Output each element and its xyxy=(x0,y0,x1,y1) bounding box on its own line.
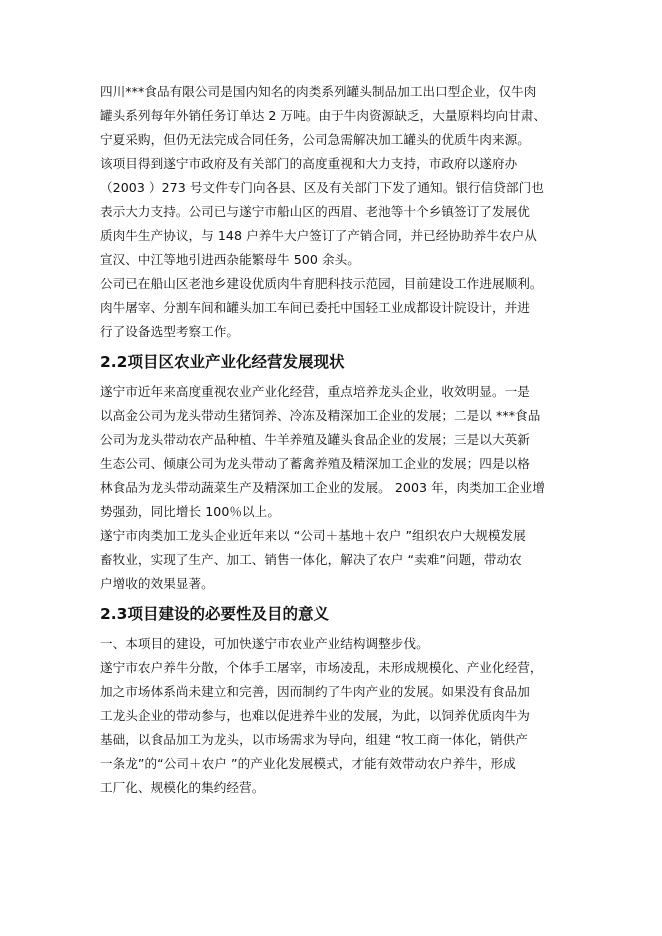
section-heading: 2.2项目区农业产业化经营发展现状 xyxy=(100,353,345,371)
paragraph xyxy=(100,80,572,152)
text-line: 户增收的效果显著。 xyxy=(100,576,214,591)
text-line: 宁夏采购，但仍无法完成合同任务，公司急需解决加工罐头的优质牛肉来源。 xyxy=(100,132,530,147)
text-line: 肉牛屠宰、分割车间和罐头加工车间已委托中国轻工业成都设计院设计，并进 xyxy=(100,300,530,315)
paragraph xyxy=(100,632,572,656)
text-line: 势强劲，同比增长 100％以上。 xyxy=(100,504,280,519)
paragraph xyxy=(100,524,572,596)
text-line: 工厂化、规模化的集约经营。 xyxy=(100,780,265,795)
text-line: 质肉牛生产协议，与 148 户养牛大户签订了产销合同，并已经协助养牛农户从 xyxy=(100,228,537,243)
paragraph xyxy=(100,272,572,344)
paragraph xyxy=(100,152,572,272)
text-line: 以高金公司为龙头带动生猪饲养、冷冻及精深加工企业的发展；二是以 ***食品 xyxy=(100,408,541,423)
document-page xyxy=(100,80,572,800)
text-line: 遂宁市近年来高度重视农业产业化经营，重点培养龙头企业，收效明显。一是 xyxy=(100,384,530,399)
text-line: （2003 ）273 号文件专门向各县、区及有关部门下发了通知。银行信贷部门也 xyxy=(100,180,544,195)
text-line: 工龙头企业的带动参与，也难以促进养牛业的发展，为此，以饲养优质肉牛为 xyxy=(100,708,530,723)
text-line: 基础，以食品加工为龙头，以市场需求为导向，组建 “牧工商一体化，销供产 xyxy=(100,732,528,747)
text-line: 公司已在船山区老池乡建设优质肉牛育肥科技示范园，目前建设工作进展顺利。 xyxy=(100,276,543,291)
paragraph xyxy=(100,380,572,524)
text-line: 表示大力支持。公司已与遂宁市船山区的西眉、老池等十个乡镇签订了发展优 xyxy=(100,204,530,219)
text-line: 生态公司、倾康公司为龙头带动了蓄禽养殖及精深加工企业的发展；四是以格 xyxy=(100,456,530,471)
text-line: 遂宁市农户养牛分散，个体手工屠宰，市场凌乱，未形成规模化、产业化经营， xyxy=(100,660,543,675)
section-2 xyxy=(100,598,572,800)
text-line: 四川***食品有限公司是国内知名的肉类系列罐头制品加工出口型企业，仅牛肉 xyxy=(100,84,537,99)
section-heading: 2.3项目建设的必要性及目的意义 xyxy=(100,605,329,623)
section-1 xyxy=(100,346,572,596)
text-line: 遂宁市肉类加工龙头企业近年来以 “公司＋基地＋农户 ”组织农户大规模发展 xyxy=(100,528,526,543)
text-line: 一条龙”的“公司＋农户 ”的产业化发展模式，才能有效带动农户养牛，形成 xyxy=(100,756,516,771)
paragraph xyxy=(100,656,572,800)
text-line: 罐头系列每年外销任务订单达 2 万吨。由于牛肉资源缺乏，大量原料均向甘肃、 xyxy=(100,108,547,123)
text-line: 一、本项目的建设，可加快遂宁市农业产业结构调整步伐。 xyxy=(100,636,429,651)
text-line: 该项目得到遂宁市政府及有关部门的高度重视和大力支持，市政府以遂府办 xyxy=(100,156,518,171)
section-0 xyxy=(100,80,572,344)
text-line: 林食品为龙头带动蔬菜生产及精深加工企业的发展。 2003 年，肉类加工企业增 xyxy=(100,480,545,495)
text-line: 加之市场体系尚未建立和完善，因而制约了牛肉产业的发展。如果没有食品加 xyxy=(100,684,530,699)
text-line: 行了设备选型考察工作。 xyxy=(100,324,240,339)
text-line: 宣汉、中江等地引进西杂能繁母牛 500 余头。 xyxy=(100,252,360,267)
text-line: 畜牧业，实现了生产、加工、销售一体化，解决了农户 “卖难”问题，带动农 xyxy=(100,552,522,567)
text-line: 公司为龙头带动农产品种植、牛羊养殖及罐头食品企业的发展；三是以大英新 xyxy=(100,432,530,447)
